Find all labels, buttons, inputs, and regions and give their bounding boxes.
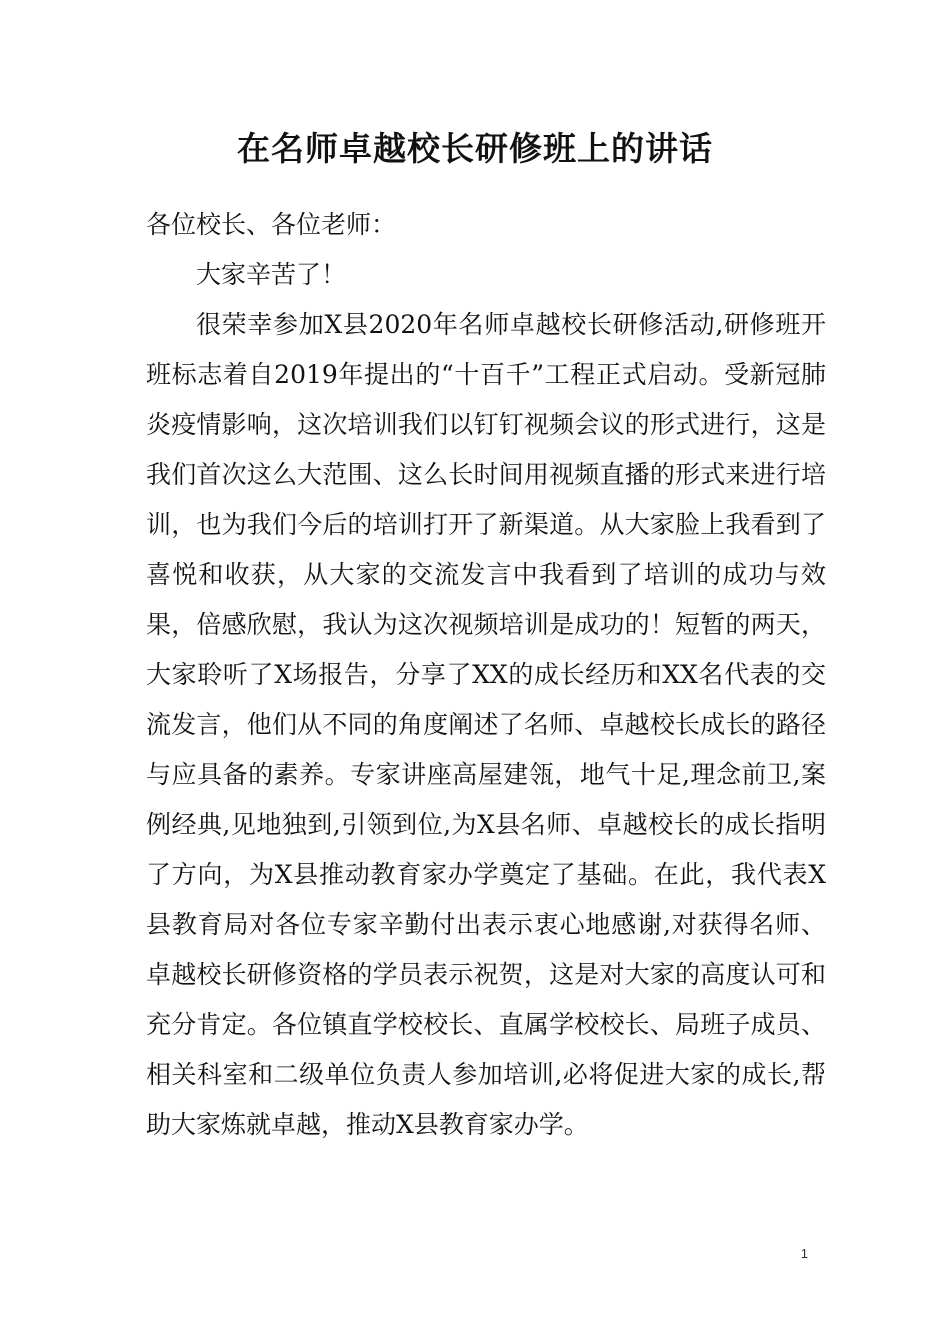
- document-title: 在名师卓越校长研修班上的讲话: [237, 129, 713, 168]
- document-content: [146, 200, 826, 1150]
- page-number: 1: [800, 1246, 808, 1261]
- body-paragraph: 很荣幸参加X县2020年名师卓越校长研修活动,研修班开班标志着自2019年提出的“十百千”工程正式启动。受新冠肺炎疫情影响，这次培训我们以钉钉视频会议的形式进行，这是我们首次这么大范围、这么长时间用视频直播的形式来进行培训，也为我们今后的培训打开了新渠道。从大家脸上我看到了喜悦和收获，从大家的交流发言中我看到了培训的成功与效果，倍感欣慰，我认为这次视频培训是成功的！短暂的两天，大家聆听了X场报告，分享了XX的成长经历和XX名代表的交流发言，他们从不同的角度阐述了名师、卓越校长成长的路径与应具备的素养。专家讲座高屋建瓴，地气十足,理念前卫,案例经典,见地独到,引领到位,为X县名师、卓越校长的成长指明了方向，为X县推动教育家办学奠定了基础。在此，我代表X县教育局对各位专家辛勤付出表示衷心地感谢,对获得名师、卓越校长研修资格的学员表示祝贺，这是对大家的高度认可和充分肯定。各位镇直学校校长、直属学校校长、局班子成员、相关科室和二级单位负责人参加培训,必将促进大家的成长,帮助大家炼就卓越，推动X县教育家办学。: [146, 310, 826, 1139]
- salutation: 各位校长、各位老师：: [146, 210, 397, 239]
- greeting: 大家辛苦了！: [196, 260, 347, 289]
